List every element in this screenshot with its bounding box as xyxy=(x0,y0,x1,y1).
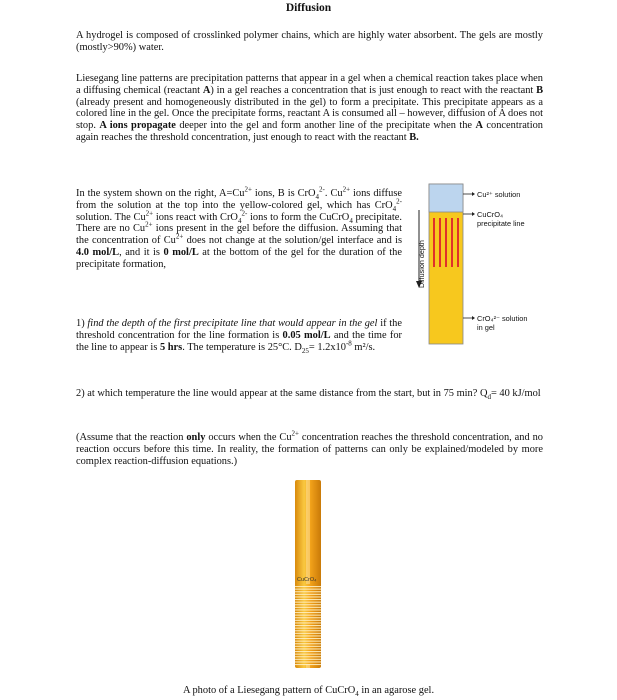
photo-band-line xyxy=(295,635,321,636)
question-2: 2) at which temperature the line would appear at the same distance from the start, but in 75 min? $Q_d= 40$ kJ/mol xyxy=(76,388,541,402)
photo-band-line xyxy=(295,620,321,621)
label-cu-solution: Cu²⁺ solution xyxy=(477,190,521,199)
label-cucro4: CuCrO₄ xyxy=(477,210,504,219)
photo-band-line xyxy=(295,664,321,665)
paragraph-hydrogel: A hydrogel is composed of crosslinked polymer chains, which are highly water absorbent. The gels are mostly (mostly>90%) water. xyxy=(76,30,543,53)
pointer-bottom-head xyxy=(472,316,475,320)
pointer-top-head xyxy=(472,192,475,196)
photo-band-line xyxy=(295,659,321,660)
photo-band-line xyxy=(295,656,321,657)
photo-band-line xyxy=(295,643,321,644)
label-in-gel: in gel xyxy=(477,323,495,332)
photo-band-line xyxy=(295,646,321,647)
photo-band-line xyxy=(295,602,321,603)
photo-band-line xyxy=(295,599,321,600)
photo-band-line xyxy=(295,628,321,629)
precipitate-line xyxy=(439,218,441,267)
photo-band-line xyxy=(295,607,321,608)
label-precipitate-line: precipitate line xyxy=(477,219,525,228)
photo-band-line xyxy=(295,625,321,626)
photo-band-line xyxy=(295,594,321,595)
photo-band-line xyxy=(295,651,321,652)
precipitate-line xyxy=(433,218,435,267)
diffusion-diagram xyxy=(405,180,545,350)
photo-band-line xyxy=(295,609,321,610)
photo-band-line xyxy=(295,591,321,592)
photo-band-line xyxy=(295,596,321,597)
photo-band-line xyxy=(295,622,321,623)
photo-band-line xyxy=(295,661,321,662)
photo-band-line xyxy=(295,612,321,613)
label-cro4-solution: CrO₄²⁻ solution xyxy=(477,314,528,323)
photo-band-line xyxy=(295,589,321,590)
photo-band-line xyxy=(295,586,321,587)
photo-band-line xyxy=(295,648,321,649)
cu-solution-region xyxy=(429,184,463,212)
precipitate-line xyxy=(451,218,453,267)
photo-band-line xyxy=(295,654,321,655)
photo-band-line xyxy=(295,641,321,642)
photo-band-line xyxy=(295,630,321,631)
photo-caption: A photo of a Liesegang pattern of CuCrO$_4$ in an agarose gel. xyxy=(182,685,435,699)
page-title: Diffusion xyxy=(285,2,332,14)
paragraph-liesegang: Liesegang line patterns are precipitation patterns that appear in a gel when a chemical reaction takes place when a diffusing chemical (reactant A) in a gel reaches a concentration that is just enough to react with the reactant B (already present and homogeneously distributed in the gel) to form a precipitate. This precipitate appears as a colored line in the gel. Once the precipitate forms, reactant A is consumed all – however, diffusion of A does not stop. A ions propagate deeper into the gel and form another line of the precipitate when the A concentration again reaches the threshold concentration, just enough to react with the reactant B. xyxy=(76,73,544,143)
photo-band-line xyxy=(295,633,321,634)
depth-axis-label: Diffusion depth xyxy=(417,240,426,288)
photo-band-line xyxy=(295,617,321,618)
paragraph-system: In the system shown on the right, $A=Cu^{2+}$ ions, B is CrO$_4^{2-}$. $Cu^{2+}$ ions diffuse from the solution at the top into the yellow-colored gel, which has CrO$_4^{2-}$ solution. The $Cu^{2+}$ ions react with CrO$_4^{2-}$ ions to form the CuCrO$_4$ precipitate. There are no $Cu^{2+}$ ions present in the gel before the diffusion. Assuming that the concentration of $Cu^{2+}$ does not change at the solution/gel interface and is 4.0 mol/L, and it is 0 mol/L at the bottom of the gel for the duration of the precipitate formation, xyxy=(76,185,402,270)
precipitate-line xyxy=(457,218,459,267)
photo-band-line xyxy=(295,604,321,605)
precipitate-line xyxy=(445,218,447,267)
pointer-mid-head xyxy=(472,212,475,216)
photo-band-line xyxy=(295,638,321,639)
liesegang-photo xyxy=(288,480,330,676)
photo-band-line xyxy=(295,615,321,616)
assumption-note: (Assume that the reaction only occurs when the $Cu^{2+}$ concentration reaches the threshold concentration, and no reaction occurs before this time. In reality, the formation of patterns can only be explained/modeled by more complex reaction-diffusion equations.) xyxy=(76,429,543,467)
question-1: 1) find the depth of the first precipitate line that would appear in the gel if the threshold concentration for the line formation is 0.05 mol/L and the time for the line to appear is 5 hrs. The temperature is 25°C. $D_{25}= 1.2x10^{-8}$ m²/s. xyxy=(76,318,402,355)
photo-tube-label: CuCrO₄ xyxy=(297,577,317,583)
